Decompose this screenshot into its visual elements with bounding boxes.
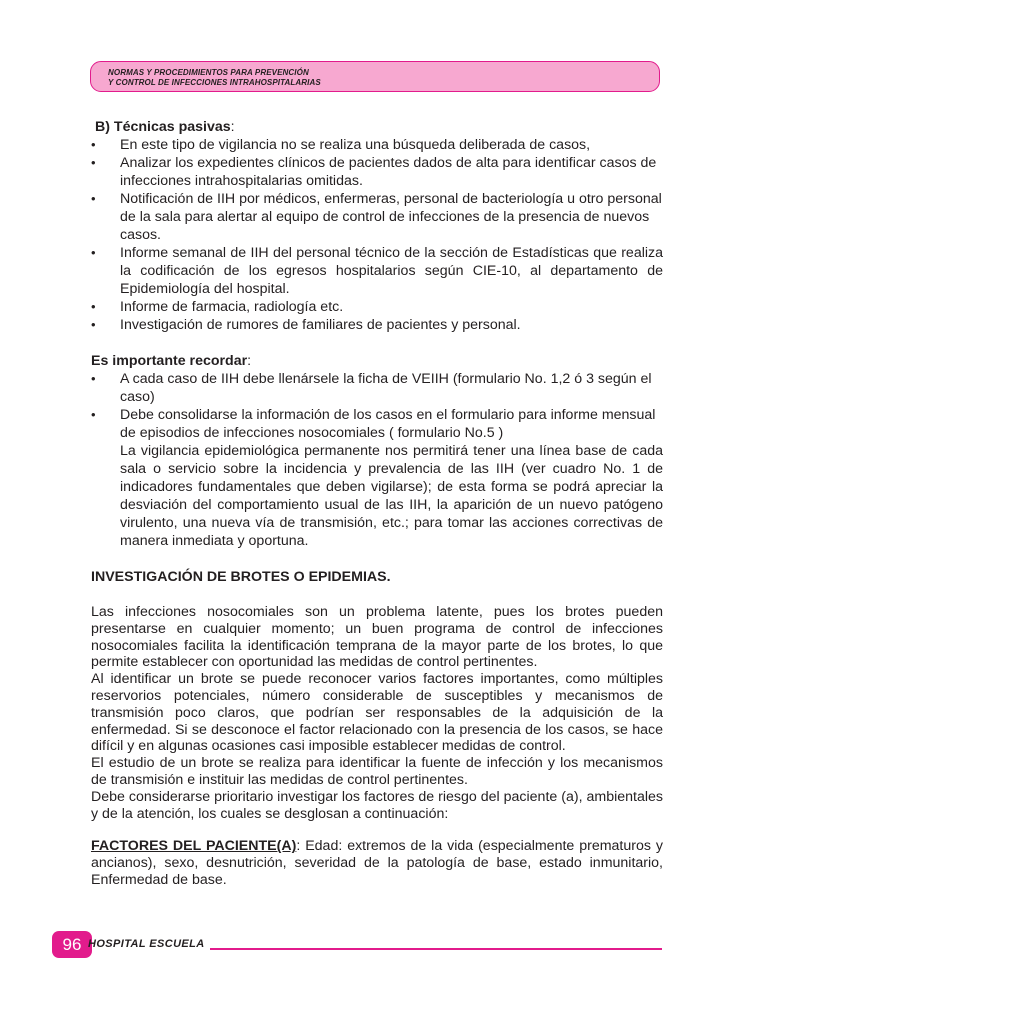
- list-item: • Notificación de IIH por médicos, enfermeras, personal de bacteriología u otro personal de la sala para alertar al equipo de control de infecciones de la presencia de nuevos casos.: [91, 191, 662, 243]
- recordar-heading: [91, 352, 663, 370]
- investigacion-title: INVESTIGACIÓN DE BROTES O EPIDEMIAS.: [91, 569, 391, 585]
- list-item: • Informe semanal de IIH del personal técnico de la sección de Estadísticas que realiza la codificación de los egresos hospitalarios según CIE-10, al departamento de Epidemiología del hospital.: [91, 245, 663, 297]
- bullet-icon: •: [91, 245, 96, 260]
- recordar-colon: :: [247, 353, 252, 369]
- page-number-badge: 96: [52, 931, 92, 958]
- bullet-icon: •: [91, 155, 96, 170]
- list-item: • Analizar los expedientes clínicos de pacientes dados de alta para identificar casos de infecciones intrahospitalarias omitidas.: [91, 155, 657, 189]
- header-line-1: NORMAS Y PROCEDIMIENTOS PARA PREVENCIÓN: [108, 68, 309, 77]
- factores-label: FACTORES DEL PACIENTE(A): [91, 838, 297, 855]
- bullet-icon: •: [91, 371, 96, 386]
- recordar-title: Es importante recordar: [91, 353, 248, 369]
- header-line-2: Y CONTROL DE INFECCIONES INTRAHOSPITALARIAS: [108, 77, 321, 87]
- investigacion-paragraph-2: Al identificar un brote se puede reconocer varios factores importantes, como múltiples reservorios potenciales, número considerable de susceptibles y mecanismos de transmisión poco claros, que podrían ser responsables de la adquisición de la enfermedad. Si se desconoce el factor relacionado con la presencia de los casos, se hace difícil y en algunas ocasiones casi imposible establecer medidas de control.: [91, 671, 663, 755]
- bullet-icon: •: [91, 317, 96, 332]
- section-b-title: B) Técnicas pasivas: [95, 119, 231, 135]
- footer-divider: [210, 948, 662, 950]
- list-item: • Informe de farmacia, radiología etc.: [91, 299, 344, 315]
- page-header-banner: [90, 61, 660, 92]
- header-title: [108, 68, 321, 87]
- investigacion-paragraph-4: Debe considerarse prioritario investigar los factores de riesgo del paciente (a), ambientales y de la atención, los cuales se desglosan a continuación:: [91, 788, 663, 822]
- bullet-icon: •: [91, 407, 96, 422]
- factores-colon: :: [296, 838, 301, 855]
- footer-label: HOSPITAL ESCUELA: [88, 938, 205, 950]
- list-item: • En este tipo de vigilancia no se realiza una búsqueda deliberada de casos,: [91, 137, 591, 153]
- recordar-paragraph: La vigilancia epidemiológica permanente nos permitirá tener una línea base de cada sala o servicio sobre la incidencia y prevalencia de las IIH (ver cuadro No. 1 de indicadores fundamentales que deben vigilarse); de esta forma se podrá apreciar la desviación del comportamiento usual de las IIH, la aparición de un nuevo patógeno virulento, una nueva vía de transmisión, etc.; para tomar las acciones correctivas de manera inmediata y oportuna.: [120, 443, 663, 549]
- list-item: • A cada caso de IIH debe llenársele la ficha de VEIIH (formulario No. 1,2 ó 3 según el caso): [91, 371, 652, 405]
- investigacion-paragraph-3: El estudio de un brote se realiza para identificar la fuente de infección y los mecanismos de transmisión e instituir las medidas de control pertinentes.: [91, 755, 663, 788]
- page-body: [91, 118, 663, 889]
- section-b-heading: [91, 118, 663, 136]
- section-b-colon: :: [230, 119, 235, 135]
- bullet-icon: •: [91, 137, 96, 152]
- investigacion-paragraph-1: Las infecciones nosocomiales son un problema latente, pues los brotes pueden presentarse en cualquier momento; un buen programa de control de infecciones nosocomiales facilita la identificación temprana de la mayor parte de los brotes, lo que permite establecer con oportunidad las medidas de control pertinentes.: [91, 604, 663, 671]
- bullet-icon: •: [91, 299, 96, 314]
- factores-text: Edad: extremos de la vida (especialmente prematuros y ancianos), sexo, desnutrición, severidad de la patología de base, estado inmunitario, Enfermedad de base.: [91, 838, 663, 888]
- factores-paragraph: [91, 838, 663, 888]
- recordar-list: [91, 370, 663, 442]
- section-b-list: [91, 136, 663, 334]
- list-item: • Investigación de rumores de familiares de pacientes y personal.: [91, 317, 521, 333]
- list-item: • Debe consolidarse la información de los casos en el formulario para informe mensual de episodios de infecciones nosocomiales ( formulario No.5 ): [91, 407, 656, 441]
- bullet-icon: •: [91, 191, 96, 206]
